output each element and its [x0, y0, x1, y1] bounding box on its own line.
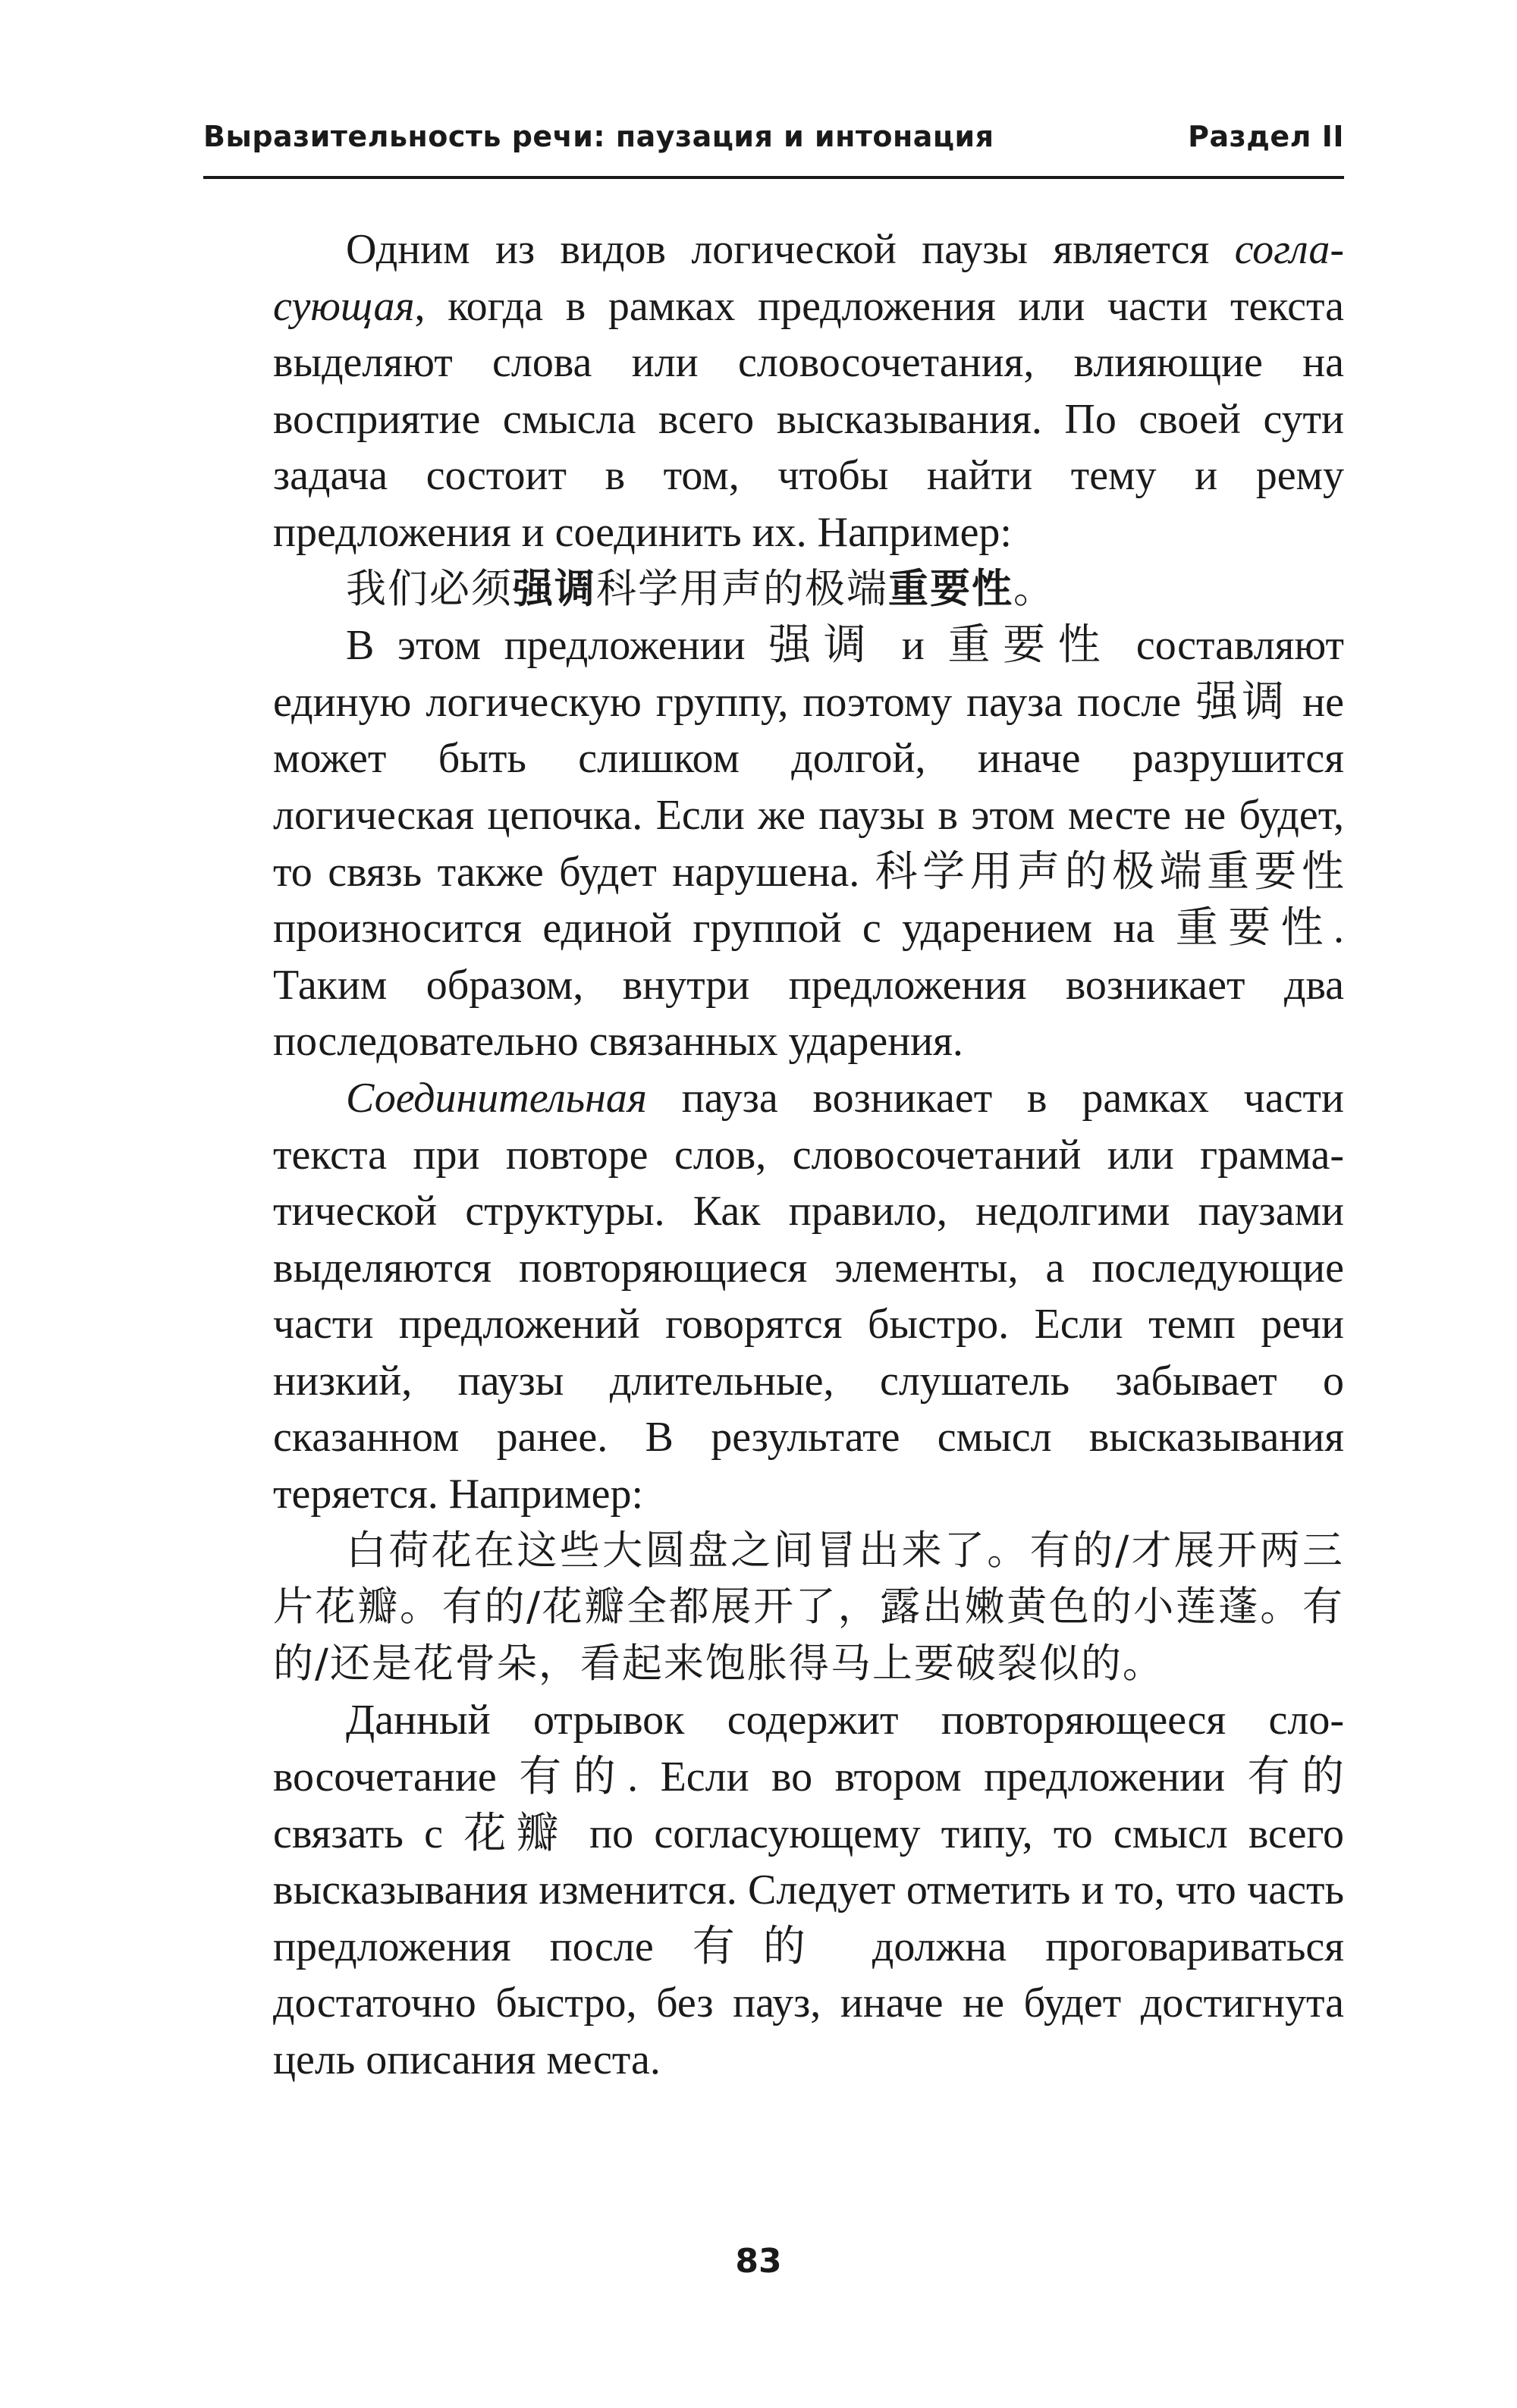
page-number: 83: [735, 2242, 782, 2281]
bold-term: 重要性: [888, 565, 1013, 612]
chinese-example-2: 白荷花在这些大圆盘之间冒出来了。有的/才展开两三片花瓣。有的/花瓣全都展开了，露出嫩黄色的小莲蓬。有的/还是花骨朵，看起来饱胀得马上要破裂似的。: [273, 1527, 1344, 1687]
bold-term: 强调: [513, 565, 596, 612]
text-run: Одним из видов логической паузы является: [346, 226, 1235, 273]
paragraph-connecting-pause: [273, 1070, 1344, 1523]
italic-term: Соединительная: [346, 1074, 647, 1122]
page-body: [273, 221, 1344, 2089]
paragraph-agreeing-pause: [273, 221, 1344, 561]
header-divider: [203, 176, 1344, 179]
running-header-title: Выразительность речи: паузация и интонация: [203, 120, 994, 153]
text-run: 科学用声的极端: [596, 565, 888, 612]
italic-term: согласующая: [273, 226, 1344, 330]
text-run: , когда в рамках предложения или части текста выделяют слова или словосочетания, влияющие на восприятие смысла всего высказывания. По своей сути задача состоит в том, чтобы найти тему и рему предложения и соединить их. Например:: [273, 282, 1344, 556]
running-header-section: Раздел II: [1188, 120, 1344, 153]
text-run: 我们必须: [346, 565, 513, 612]
chinese-example-1: [273, 561, 1344, 618]
text-run: пауза возникает в рамках части текста при повторе слов, словосочетаний или грамматической структуры. Как правило, недолгими паузами выделяются повторяющиеся элементы, а последующие части предложений говорятся быстро. Если темп речи низкий, паузы длительные, слушатель забывает о сказанном ранее. В результате смысл высказывания теряется. Например:: [273, 1074, 1344, 1518]
text-run: 。: [1013, 565, 1055, 612]
running-header: [203, 114, 1344, 162]
paragraph-repeated-phrase: Данный отрывок содержит повторяющееся словосочетание 有的. Если во втором предложении 有的 связать с 花瓣 по согласующему типу, то смысл всего высказывания изменится. Следует отметить и то, что часть предложения после 有的 должна проговариваться достаточно быстро, без пауз, иначе не будет достигнута цель описания места.: [273, 1697, 1344, 2083]
paragraph-logical-group: В этом предложении 强调 и 重要性 составляют единую логическую группу, поэтому пауза после 强调 не может быть слишком долгой, иначе разрушится логическая цепочка. Если же паузы в этом месте не будет, то связь также будет нарушена. 科学用声的极端重要性 произносится единой группой с ударением на 重要性. Таким образом, внутри предложения возникает два последовательно связанных ударения.: [273, 622, 1344, 1066]
